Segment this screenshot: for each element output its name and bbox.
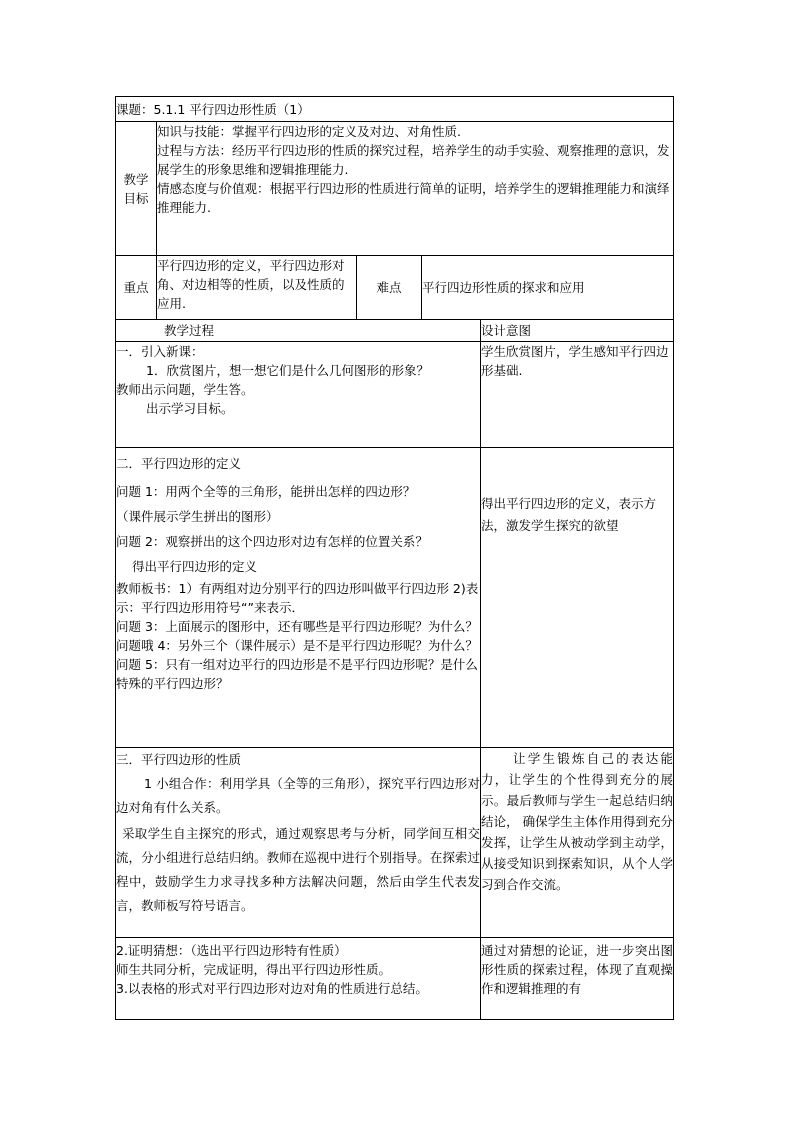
section-definition-line: 问题 2：观察拼出的这个四边形对边有怎样的位置关系？: [116, 534, 428, 549]
difficulty-text: 平行四边形性质的探求和应用: [422, 256, 674, 320]
section-intro-line: 教师出示问题，学生答。: [116, 382, 254, 397]
section-definition-row: [116, 448, 674, 748]
lesson-plan-table: [115, 96, 674, 1020]
section-definition-line: 教师板书：1）有两组对边分别平行的四边形叫做平行四边形 2)表示：平行四边形用符号“”来表示．: [116, 581, 479, 615]
section-definition-line: （课件展示学生拼出的图形）: [116, 509, 279, 524]
section-definition-line: 问题 3：上面展示的图形中，还有哪些是平行四边形呢？为什么？: [116, 619, 478, 634]
difficulty-label: 难点: [357, 256, 422, 320]
objectives-label: 教学目标: [116, 122, 157, 256]
objective-process: 过程与方法：经历平行四边形的性质的探究过程，培养学生的动手实验、观察推理的意识，发展学生的形象思维和逻辑推理能力.: [157, 143, 670, 177]
section-intro-line: 出示学习目标。: [146, 401, 234, 416]
process-header: 教学过程: [116, 320, 481, 342]
section-definition-line: 得出平行四边形的定义: [132, 559, 258, 574]
section-properties: [116, 748, 481, 938]
section-intro-line: 一．引入新课：: [116, 344, 204, 359]
section-proof: [116, 938, 481, 1020]
key-points-text: 平行四边形的定义，平行四边形对角、对边相等的性质，以及性质的应用.: [157, 256, 357, 320]
title-row: [116, 97, 674, 122]
section-definition: [116, 448, 481, 748]
section-properties-line: 采取学生自主探究的形式，通过观察思考与分析，同学间互相交流，分小组进行总结归纳。教师在巡视中进行个别指导。在探索过程中，鼓励学生力求寻找多种方法解决问题，然后由学生代表发言，教师板写符号语言。: [116, 826, 480, 913]
objectives-content: [157, 122, 674, 256]
objectives-row: [116, 122, 674, 256]
objective-knowledge: 知识与技能：掌握平行四边形的定义及对边、对角性质.: [157, 124, 461, 139]
key-points-label: 重点: [116, 256, 157, 320]
section-properties-line: 三．平行四边形的性质: [116, 752, 242, 767]
lesson-title: 课题：5.1.1 平行四边形性质（1）: [116, 97, 674, 122]
section-definition-line: 二．平行四边形的定义: [116, 456, 242, 471]
section-intro-intent: 学生欣赏图片，学生感知平行四边形基础.: [481, 342, 674, 448]
section-definition-line: 问题哦 4：另外三个（课件展示）是不是平行四边形呢？为什么？: [116, 638, 478, 653]
section-definition-intent: 得出平行四边形的定义，表示方法，激发学生探究的欲望: [481, 448, 674, 748]
section-properties-row: [116, 748, 674, 938]
section-intro-row: [116, 342, 674, 448]
objective-attitude: 情感态度与价值观：根据平行四边形的性质进行简单的证明，培养学生的逻辑推理能力和演绎推理能力.: [157, 181, 670, 215]
column-header-row: [116, 320, 674, 342]
section-properties-intent: 让学生锻炼自己的表达能力，让学生的个性得到充分的展示。最后教师与学生一起总结归纳结论， 确保学生主体作用得到充分发挥，让学生从被动学到主动学，从接受知识到探索知识，从个人学习到合作交流。: [481, 748, 674, 938]
section-intro: [116, 342, 481, 448]
section-properties-line: 1 小组合作：利用学具（全等的三角形），探究平行四边形对边对角有什么关系。: [116, 776, 480, 815]
section-definition-line: 问题 1：用两个全等的三角形，能拼出怎样的四边形？: [116, 484, 416, 499]
section-proof-line: 师生共同分析，完成证明，得出平行四边形性质。: [116, 962, 392, 977]
intent-header: 设计意图: [481, 320, 674, 342]
section-proof-row: [116, 938, 674, 1020]
key-points-row: [116, 256, 674, 320]
section-proof-line: 3.以表格的形式对平行四边形对边对角的性质进行总结。: [116, 981, 428, 996]
section-proof-intent: 通过对猜想的论证，进一步突出图形性质的探索过程，体现了直观操作和逻辑推理的有: [481, 938, 674, 1020]
section-proof-line: 2.证明猜想：（选出平行四边形特有性质）: [116, 943, 347, 958]
section-intro-line: 1．欣赏图片，想一想它们是什么几何图形的形象？: [146, 363, 429, 378]
section-definition-line: 问题 5：只有一组对边平行的四边形是不是平行四边形呢？是什么特殊的平行四边形？: [116, 657, 478, 691]
